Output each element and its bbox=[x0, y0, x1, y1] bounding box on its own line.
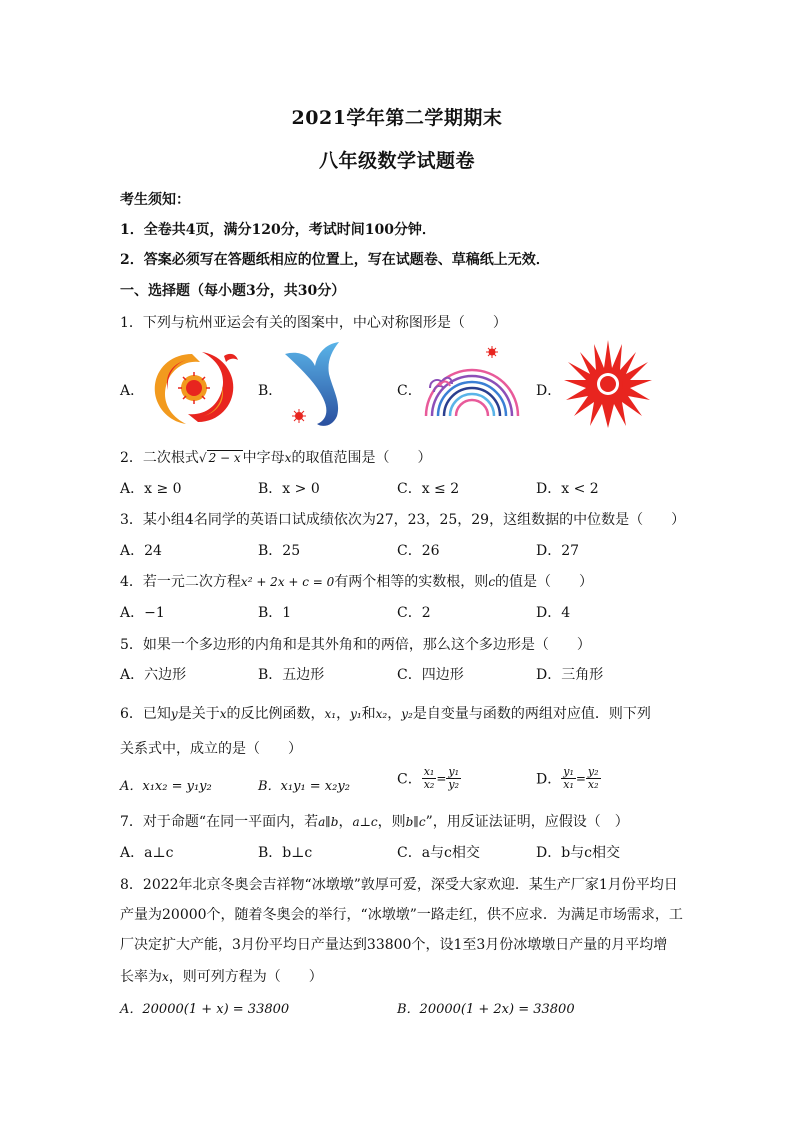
q7-condition-1: a∥b bbox=[318, 815, 339, 829]
question-1-stem: 1．下列与杭州亚运会有关的图案中，中心对称图形是（ ） bbox=[120, 315, 507, 331]
q3-option-c: C．26 bbox=[397, 543, 440, 559]
q1-option-c-rainbow-arcs-emblem bbox=[420, 344, 524, 418]
q6-option-d bbox=[536, 766, 601, 791]
q6-d-equals: = bbox=[575, 771, 586, 786]
question-2-stem bbox=[120, 447, 431, 467]
q8-option-a: A．20000(1 + x) = 33800 bbox=[120, 1002, 290, 1017]
q7-condition-2: a⊥c bbox=[352, 815, 378, 829]
q2-radical: √ 2 − x bbox=[198, 451, 241, 465]
notice-heading: 考生须知： bbox=[120, 192, 190, 208]
q6-option-c bbox=[397, 766, 461, 791]
q7-option-b: B．b⊥c bbox=[258, 845, 313, 861]
q6-option-d-label: D． bbox=[536, 771, 562, 788]
q6-stem-a: 是关于 bbox=[177, 706, 220, 722]
q6-c-den1: x₂ bbox=[423, 778, 435, 791]
q1-option-c-label: C． bbox=[397, 383, 422, 399]
q4-stem-post: 的值是（ ） bbox=[495, 574, 594, 590]
q5-option-b: B．五边形 bbox=[258, 667, 325, 683]
q5-option-a: A．六边形 bbox=[120, 667, 187, 683]
q7-stem-post: ”，用反证法证明，应假设（ ） bbox=[425, 814, 629, 830]
q6-option-c-label: C． bbox=[397, 771, 422, 788]
q8-line4-pre: 长率为 bbox=[120, 969, 162, 985]
question-8-line-2: 产量为20000个，随着冬奥会的举行，“冰墩墩”一路走红，供不应求．为满足市场需求，工 bbox=[120, 907, 683, 923]
q6-c-num2: y₁ bbox=[448, 765, 460, 778]
section-heading: 一、选择题（每小题3分，共30分） bbox=[120, 283, 346, 299]
exam-subtitle: 八年级数学试题卷 bbox=[318, 150, 475, 172]
q6-d-den1: x₁ bbox=[563, 778, 574, 791]
question-4-stem bbox=[120, 571, 593, 591]
q2-option-c: C．x ≤ 2 bbox=[397, 481, 460, 497]
q7-option-d: D．b与c相交 bbox=[536, 845, 621, 861]
q6-option-c-fraction-right bbox=[446, 766, 461, 791]
q2-variable: x bbox=[284, 451, 292, 465]
q4-option-c: C．2 bbox=[397, 605, 431, 621]
q7-option-c: C．a与c相交 bbox=[397, 845, 480, 861]
q6-y2: y₂ bbox=[401, 707, 413, 721]
q6-x1: x₁ bbox=[324, 707, 337, 721]
q4-variable: c bbox=[488, 575, 496, 589]
q3-option-a: A．24 bbox=[120, 543, 162, 559]
q2-stem-mid: 中字母 bbox=[242, 450, 285, 466]
q6-option-a: A．x₁x₂ = y₁y₂ bbox=[120, 779, 212, 794]
q5-option-c: C．四边形 bbox=[397, 667, 464, 683]
q3-option-b: B．25 bbox=[258, 543, 301, 559]
q6-c-equals: = bbox=[436, 771, 447, 786]
q7-option-a: A．a⊥c bbox=[120, 845, 174, 861]
q7-separator: ， bbox=[338, 814, 353, 830]
q1-option-a-swirl-emblem bbox=[146, 346, 242, 430]
q6-c-num1: x₁ bbox=[423, 765, 435, 778]
q6-stem-pre: 6．已知 bbox=[120, 706, 171, 722]
notice-item-2: 2．答案必须写在答题纸相应的位置上，写在试题卷、草稿纸上无效． bbox=[120, 252, 550, 268]
q4-option-b: B．1 bbox=[258, 605, 292, 621]
question-3-stem: 3．某小组4名同学的英语口试成绩依次为27，23，25，29，这组数据的中位数是（ ） bbox=[120, 512, 686, 528]
question-6-stem: 6．已知y是关于x的反比例函数，x₁，y₁和x₂，y₂是自变量与函数的两组对应值．则下列 bbox=[120, 706, 651, 722]
q6-option-d-fraction-left bbox=[561, 766, 576, 791]
q6-d-num2: y₂ bbox=[587, 765, 599, 778]
q4-option-a: A．−1 bbox=[120, 605, 165, 621]
q6-option-c-fraction-left bbox=[422, 766, 437, 791]
q4-equation: x² + 2x + c = 0 bbox=[240, 575, 335, 589]
question-6-stem-line2: 关系式中，成立的是（ ） bbox=[120, 741, 302, 757]
q3-option-d: D．27 bbox=[536, 543, 580, 559]
q8-option-b: B．20000(1 + 2x) = 33800 bbox=[397, 1002, 575, 1017]
q6-and: 和 bbox=[361, 706, 376, 722]
q7-stem-pre: 7．对于命题“在同一平面内，若 bbox=[120, 814, 319, 830]
q1-option-b-fish-tail-emblem bbox=[281, 340, 353, 430]
q2-option-d: D．x < 2 bbox=[536, 481, 599, 497]
q7-conclusion: b∥c bbox=[405, 815, 426, 829]
q2-option-b: B．x > 0 bbox=[258, 481, 320, 497]
q6-x2: x₂ bbox=[375, 707, 388, 721]
question-7-stem bbox=[120, 811, 629, 831]
q6-option-d-fraction-right bbox=[586, 766, 601, 791]
q2-stem-pre: 2．二次根式 bbox=[120, 450, 199, 466]
q4-stem-pre: 4．若一元二次方程 bbox=[120, 574, 241, 590]
question-8-line-1: 8．2022年北京冬奥会吉祥物“冰墩墩”敦厚可爱，深受大家欢迎．某生产厂家1月份平均日 bbox=[120, 877, 678, 893]
q6-d-num1: y₁ bbox=[563, 765, 574, 778]
q6-stem-b: 的反比例函数， bbox=[226, 706, 325, 722]
q1-option-a-label: A． bbox=[120, 383, 145, 399]
question-8-line-3: 厂决定扩大产能，3月份平均日产量达到33800个，设1至3月份冰墩墩日产量的月平均增 bbox=[120, 937, 668, 953]
q5-option-d: D．三角形 bbox=[536, 667, 604, 683]
q7-stem-mid: ，则 bbox=[377, 814, 406, 830]
q6-x: x bbox=[219, 707, 227, 721]
q6-option-b: B．x₁y₁ = x₂y₂ bbox=[258, 779, 350, 794]
question-5-stem: 5．如果一个多边形的内角和是其外角和的两倍，那么这个多边形是（ ） bbox=[120, 637, 591, 653]
notice-item-1: 1．全卷共4页，满分120分，考试时间100分钟． bbox=[120, 222, 436, 238]
q6-d-den2: x₂ bbox=[587, 778, 599, 791]
q6-y: y bbox=[170, 707, 178, 721]
q2-stem-post: 的取值范围是（ ） bbox=[291, 450, 432, 466]
q4-stem-mid: 有两个相等的实数根，则 bbox=[334, 574, 489, 590]
q4-option-d: D．4 bbox=[536, 605, 571, 621]
q2-option-a: A．x ≥ 0 bbox=[120, 481, 182, 497]
q2-radicand: 2 − x bbox=[208, 451, 241, 465]
q8-variable: x bbox=[162, 970, 169, 984]
q6-stem-c: 是自变量与函数的两组对应值．则下列 bbox=[412, 706, 651, 722]
q6-y1: y₁ bbox=[350, 707, 362, 721]
exam-title: 2021学年第二学期期末 bbox=[291, 107, 503, 129]
q6-c-den2: y₂ bbox=[448, 778, 460, 791]
question-8-line-4 bbox=[120, 966, 323, 986]
q8-line4-post: ，则可列方程为（ ） bbox=[168, 969, 323, 985]
q1-option-d-red-sun-emblem bbox=[562, 338, 654, 430]
q1-option-d-label: D． bbox=[536, 383, 562, 399]
q1-option-b-label: B． bbox=[258, 383, 283, 399]
